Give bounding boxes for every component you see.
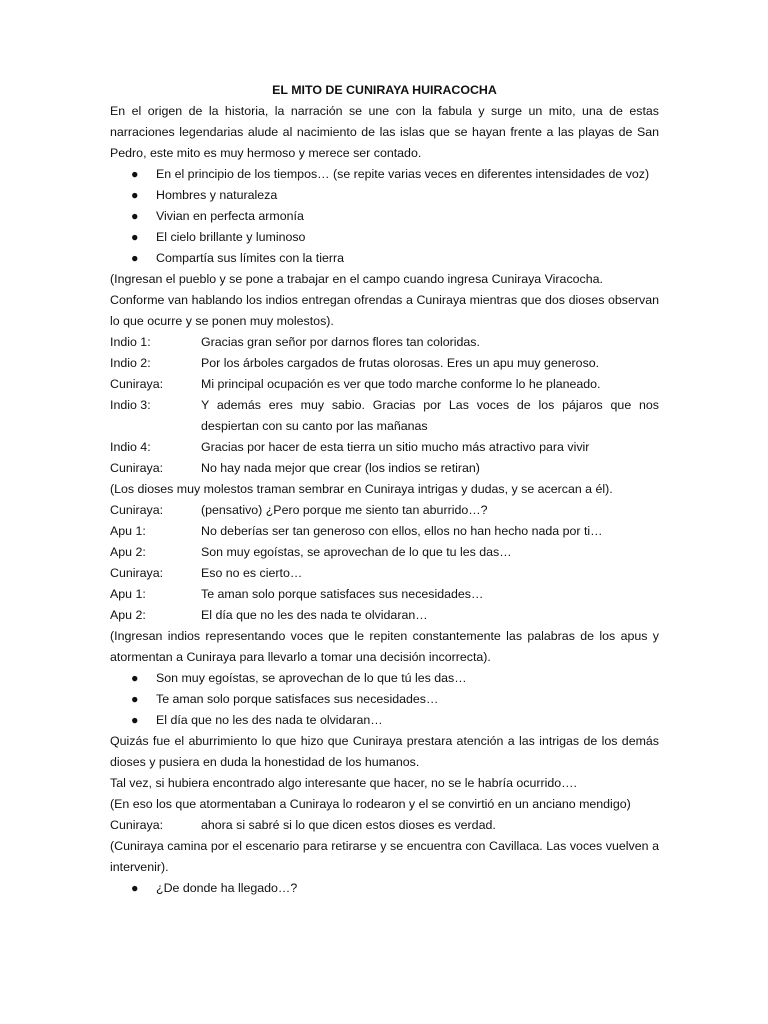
speaker-label: Cuniraya:: [110, 503, 164, 517]
speaker-label: Indio 3:: [110, 398, 151, 412]
bullet-icon: ●: [131, 209, 139, 223]
dialogue-text: Eso no es cierto…: [201, 566, 303, 580]
stage-direction: (Los dioses muy molestos traman sembrar en Cuniraya intrigas y dudas, y se acercan a él).: [110, 482, 613, 496]
speaker-label: Indio 2:: [110, 356, 151, 370]
speaker-label: Cuniraya:: [110, 377, 164, 391]
speaker-label: Indio 1:: [110, 335, 151, 349]
dialogue-line: [110, 605, 659, 626]
list-item: ● El día que no les des nada te olvidaran…: [110, 710, 659, 731]
speaker-label: Cuniraya:: [110, 566, 164, 580]
document-title: EL MITO DE CUNIRAYA HUIRACOCHA: [272, 83, 497, 97]
dialogue-text: Y además eres muy sabio. Gracias por Las voces de los pájaros que nos despiertan con su canto por las mañanas: [201, 398, 659, 433]
list-item: ● Hombres y naturaleza: [110, 185, 659, 206]
list-item: ● Te aman solo porque satisfaces sus necesidades…: [110, 689, 659, 710]
bullet-icon: ●: [131, 167, 139, 181]
speaker-label: Cuniraya:: [110, 461, 164, 475]
dialogue-line: [110, 353, 659, 374]
bullet-icon: ●: [131, 671, 139, 685]
speaker-label: Apu 2:: [110, 608, 146, 622]
dialogue-text: Mi principal ocupación es ver que todo marche conforme lo he planeado.: [201, 377, 601, 391]
narration-paragraph: Tal vez, si hubiera encontrado algo interesante que hacer, no se le habría ocurrido….: [110, 776, 578, 790]
bullet-icon: ●: [131, 188, 139, 202]
bullet-list-2: [110, 668, 659, 731]
document-body: [110, 80, 659, 899]
dialogue-line: [110, 332, 659, 353]
speaker-label: Apu 2:: [110, 545, 146, 559]
dialogue-line: [110, 563, 659, 584]
dialogue-block-2: [110, 500, 659, 626]
list-item: ● En el principio de los tiempos… (se repite varias veces en diferentes intensidades de voz): [110, 164, 659, 185]
dialogue-block-1: [110, 332, 659, 479]
speaker-label: Apu 1:: [110, 587, 146, 601]
dialogue-text: Te aman solo porque satisfaces sus necesidades…: [201, 587, 484, 601]
list-item: ● Son muy egoístas, se aprovechan de lo que tú les das…: [110, 668, 659, 689]
dialogue-text: ahora si sabré si lo que dicen estos dioses es verdad.: [201, 818, 496, 832]
dialogue-text: No deberías ser tan generoso con ellos, ellos no han hecho nada por ti…: [201, 524, 603, 538]
speaker-label: Apu 1:: [110, 524, 146, 538]
speaker-label: Cuniraya:: [110, 818, 164, 832]
bullet-icon: ●: [131, 230, 139, 244]
dialogue-line: [110, 437, 659, 458]
bullet-list-3: [110, 878, 659, 899]
bullet-icon: ●: [131, 692, 139, 706]
intro-paragraph: En el origen de la historia, la narración se une con la fabula y surge un mito, una de estas narraciones legendarias alude al nacimiento de las islas que se hayan frente a las playas de San Pedro, este mito es muy hermoso y merece ser contado.: [110, 104, 659, 160]
dialogue-line: [110, 542, 659, 563]
dialogue-line: [110, 815, 659, 836]
stage-direction: (Ingresan indios representando voces que le repiten constantemente las palabras de los apus y atormentan a Cuniraya para llevarlo a tomar una decisión incorrecta).: [110, 629, 659, 664]
bullet-icon: ●: [131, 713, 139, 727]
bullet-icon: ●: [131, 881, 139, 895]
stage-direction: (En eso los que atormentaban a Cuniraya lo rodearon y el se convirtió en un anciano mendigo): [110, 797, 631, 811]
dialogue-line: [110, 458, 659, 479]
stage-direction: (Cuniraya camina por el escenario para retirarse y se encuentra con Cavillaca. Las voces vuelven a intervenir).: [110, 839, 659, 874]
dialogue-text: No hay nada mejor que crear (los indios se retiran): [201, 461, 480, 475]
dialogue-text: Son muy egoístas, se aprovechan de lo que tu les das…: [201, 545, 512, 559]
stage-direction: Conforme van hablando los indios entregan ofrendas a Cuniraya mientras que dos dioses observan lo que ocurre y se ponen muy molestos).: [110, 293, 659, 328]
list-item: ● ¿De donde ha llegado…?: [110, 878, 659, 899]
dialogue-text: Gracias gran señor por darnos flores tan coloridas.: [201, 335, 480, 349]
dialogue-line: [110, 374, 659, 395]
bullet-icon: ●: [131, 251, 139, 265]
dialogue-text: Gracias por hacer de esta tierra un sitio mucho más atractivo para vivir: [201, 440, 590, 454]
dialogue-line: [110, 500, 659, 521]
bullet-list-1: [110, 164, 659, 269]
dialogue-line: [110, 395, 659, 437]
dialogue-line: [110, 521, 659, 542]
list-item: ● Vivian en perfecta armonía: [110, 206, 659, 227]
list-item: ● Compartía sus límites con la tierra: [110, 248, 659, 269]
narration-paragraph: Quizás fue el aburrimiento lo que hizo que Cuniraya prestara atención a las intrigas de los demás dioses y pusiera en duda la honestidad de los humanos.: [110, 734, 659, 769]
dialogue-text: El día que no les des nada te olvidaran…: [201, 608, 428, 622]
stage-direction: (Ingresan el pueblo y se pone a trabajar en el campo cuando ingresa Cuniraya Viracocha.: [110, 272, 603, 286]
speaker-label: Indio 4:: [110, 440, 151, 454]
list-item: ● El cielo brillante y luminoso: [110, 227, 659, 248]
dialogue-line: [110, 584, 659, 605]
dialogue-text: (pensativo) ¿Pero porque me siento tan aburrido…?: [201, 503, 488, 517]
dialogue-text: Por los árboles cargados de frutas olorosas. Eres un apu muy generoso.: [201, 356, 600, 370]
